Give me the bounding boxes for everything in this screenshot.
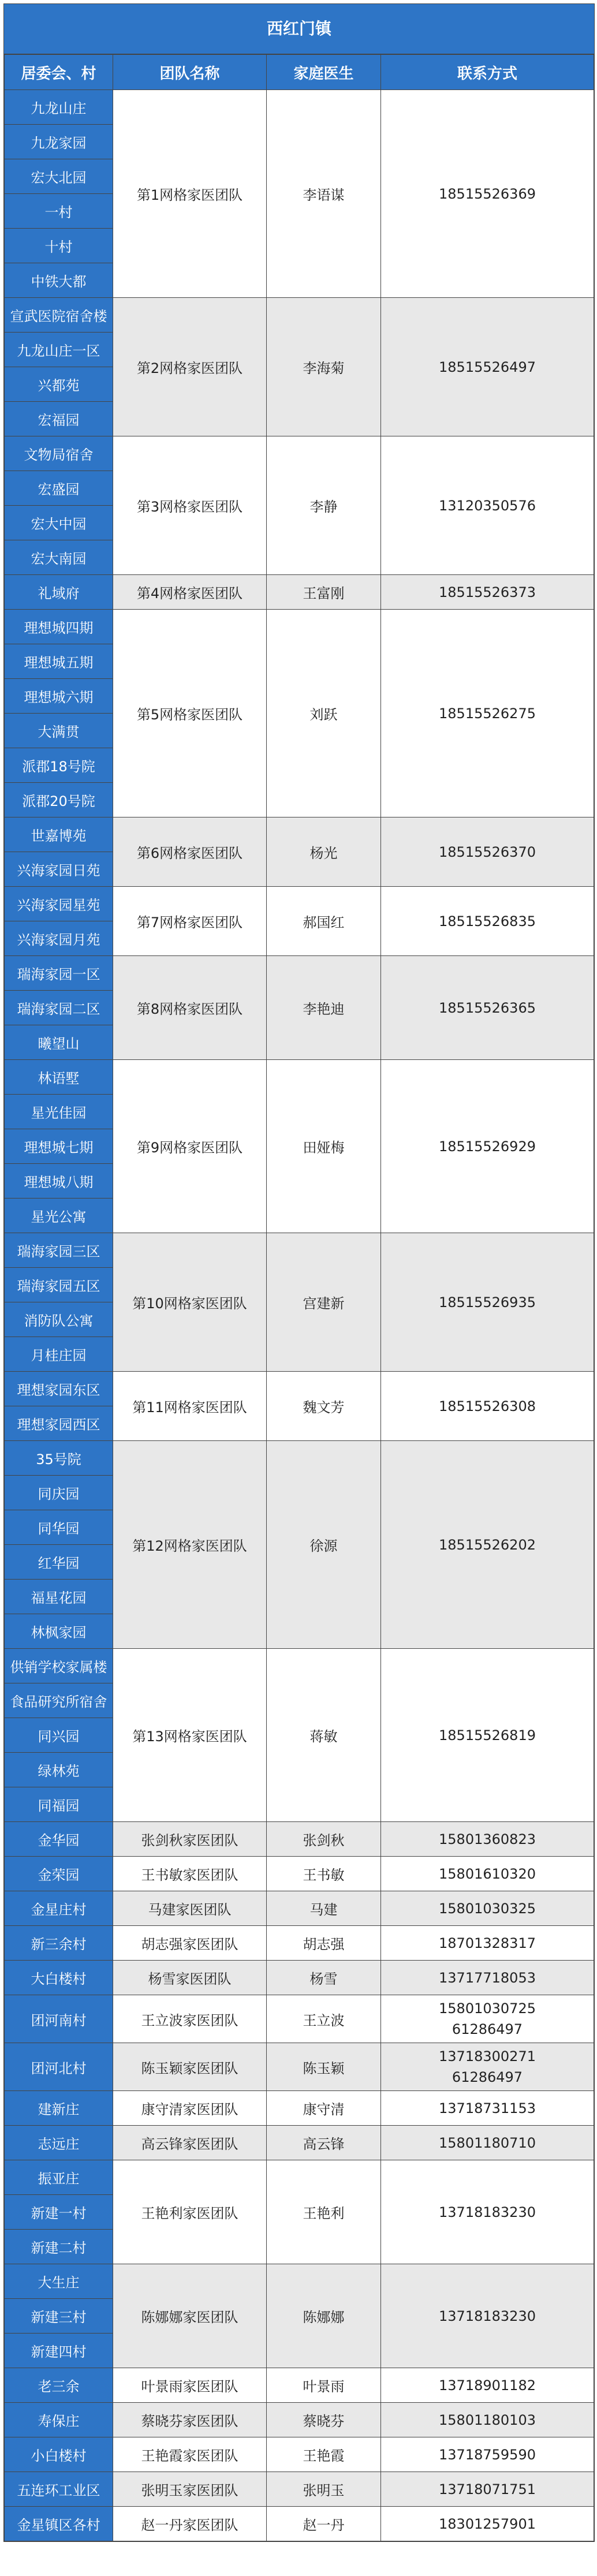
residence-cell: 礼域府: [5, 575, 113, 610]
team-name-cell: 王艳利家医团队: [113, 2160, 267, 2264]
residence-cell: 瑞海家园三区: [5, 1233, 113, 1268]
residence-cell: 小白楼村: [5, 2437, 113, 2472]
residence-cell: 文物局宿舍: [5, 436, 113, 471]
team-name-cell: 张剑秋家医团队: [113, 1822, 267, 1857]
team-name-cell: 王立波家医团队: [113, 1995, 267, 2043]
doctor-name-cell: 张剑秋: [267, 1822, 381, 1857]
team-name-cell: 第11网格家医团队: [113, 1372, 267, 1441]
doctor-name-cell: 李静: [267, 436, 381, 575]
residence-cell: 九龙家园: [5, 125, 113, 159]
residence-cell: 老三余: [5, 2368, 113, 2403]
residence-cell: 一村: [5, 194, 113, 229]
phone-cell: [381, 2160, 594, 2264]
phone-number: 13717718053: [439, 1969, 536, 1986]
residence-cell: 团河北村: [5, 2043, 113, 2091]
table-row: [5, 956, 594, 991]
phone-number: 18515526202: [439, 1536, 536, 1553]
team-name-cell: 杨雪家医团队: [113, 1961, 267, 1995]
team-name-cell: 第3网格家医团队: [113, 436, 267, 575]
residence-cell: 派郡18号院: [5, 748, 113, 783]
residence-cell: 志远庄: [5, 2126, 113, 2160]
residence-cell: 消防队公寓: [5, 1302, 113, 1337]
doctor-name-cell: 叶景雨: [267, 2368, 381, 2403]
residence-cell: 同庆园: [5, 1476, 113, 1510]
phone-number: 15801180103: [439, 2411, 536, 2428]
phone-number: 15801610320: [439, 1865, 536, 1882]
residence-cell: 派郡20号院: [5, 783, 113, 817]
table-row: [5, 887, 594, 921]
team-name-cell: 赵一丹家医团队: [113, 2507, 267, 2541]
residence-cell: 曦望山: [5, 1025, 113, 1060]
doctor-name-cell: 王立波: [267, 1995, 381, 2043]
residence-cell: 宏大中园: [5, 506, 113, 540]
doctor-name-cell: 马建: [267, 1891, 381, 1926]
phone-number: 13718300271: [439, 2048, 536, 2064]
residence-cell: 新建二村: [5, 2230, 113, 2264]
residence-cell: 金华园: [5, 1822, 113, 1857]
doctor-table: [4, 54, 594, 2541]
phone-cell: [381, 1961, 594, 1995]
phone-cell: [381, 1372, 594, 1441]
doctor-name-cell: 李艳迪: [267, 956, 381, 1060]
residence-cell: 大白楼村: [5, 1961, 113, 1995]
residence-cell: 林枫家园: [5, 1614, 113, 1649]
doctor-name-cell: 刘跃: [267, 610, 381, 817]
residence-cell: 理想家园西区: [5, 1406, 113, 1441]
doctor-name-cell: 陈玉颖: [267, 2043, 381, 2091]
table-row: [5, 1233, 594, 1268]
phone-cell: [381, 1995, 594, 2043]
residence-cell: 新建一村: [5, 2195, 113, 2230]
residence-cell: 宣武医院宿舍楼: [5, 298, 113, 333]
phone-number: 18515526819: [439, 1727, 536, 1744]
phone-number: 13718731153: [439, 2100, 536, 2116]
team-name-cell: 康守清家医团队: [113, 2091, 267, 2126]
team-name-cell: 第13网格家医团队: [113, 1649, 267, 1822]
header-doctor: 家庭医生: [267, 55, 381, 90]
phone-cell: [381, 2126, 594, 2160]
doctor-table-container: [3, 3, 595, 2542]
phone-number: 13718071751: [439, 2481, 536, 2497]
residence-cell: 星光佳园: [5, 1095, 113, 1129]
team-name-cell: 第4网格家医团队: [113, 575, 267, 610]
residence-cell: 同华园: [5, 1510, 113, 1545]
doctor-name-cell: 郝国红: [267, 887, 381, 956]
phone-number: 18301257901: [439, 2515, 536, 2532]
residence-cell: 建新庄: [5, 2091, 113, 2126]
doctor-name-cell: 王书敏: [267, 1857, 381, 1891]
phone-cell: [381, 1649, 594, 1822]
table-row: [5, 298, 594, 333]
table-row: [5, 90, 594, 125]
phone-number: 18515526935: [439, 1294, 536, 1311]
doctor-name-cell: 宫建新: [267, 1233, 381, 1372]
header-contact: 联系方式: [381, 55, 594, 90]
phone-cell: [381, 2403, 594, 2437]
phone-number: 18515526365: [439, 999, 536, 1016]
team-name-cell: 王艳霞家医团队: [113, 2437, 267, 2472]
residence-cell: 理想城五期: [5, 644, 113, 679]
phone-cell: [381, 298, 594, 436]
residence-cell: 金荣园: [5, 1857, 113, 1891]
phone-number: 15801030725: [439, 2000, 536, 2017]
residence-cell: 宏大南园: [5, 540, 113, 575]
phone-cell: [381, 2091, 594, 2126]
doctor-name-cell: 田娅梅: [267, 1060, 381, 1233]
residence-cell: 十村: [5, 229, 113, 263]
team-name-cell: 第8网格家医团队: [113, 956, 267, 1060]
residence-cell: 绿林苑: [5, 1753, 113, 1787]
phone-cell: [381, 1926, 594, 1961]
doctor-name-cell: 高云锋: [267, 2126, 381, 2160]
table-row: [5, 2437, 594, 2472]
team-name-cell: 第10网格家医团队: [113, 1233, 267, 1372]
phone-cell: [381, 1891, 594, 1926]
phone-cell: [381, 2472, 594, 2507]
team-name-cell: 第5网格家医团队: [113, 610, 267, 817]
residence-cell: 理想城八期: [5, 1164, 113, 1199]
residence-cell: 瑞海家园一区: [5, 956, 113, 991]
residence-cell: 35号院: [5, 1441, 113, 1476]
team-name-cell: 高云锋家医团队: [113, 2126, 267, 2160]
phone-number: 18515526835: [439, 913, 536, 929]
phone-cell: [381, 610, 594, 817]
residence-cell: 宏盛园: [5, 471, 113, 506]
team-name-cell: 叶景雨家医团队: [113, 2368, 267, 2403]
residence-cell: 星光公寓: [5, 1199, 113, 1233]
table-row: [5, 2126, 594, 2160]
phone-cell: [381, 817, 594, 887]
phone-cell: [381, 2437, 594, 2472]
phone-cell: [381, 436, 594, 575]
team-name-cell: 第6网格家医团队: [113, 817, 267, 887]
residence-cell: 九龙山庄: [5, 90, 113, 125]
residence-cell: 金星镇区各村: [5, 2507, 113, 2541]
phone-number: 18515526497: [439, 359, 536, 375]
phone-number: 18701328317: [439, 1935, 536, 1951]
doctor-name-cell: 李海菊: [267, 298, 381, 436]
phone-cell: [381, 887, 594, 956]
phone-cell: [381, 1441, 594, 1649]
doctor-name-cell: 张明玉: [267, 2472, 381, 2507]
residence-cell: 瑞海家园二区: [5, 991, 113, 1025]
table-row: [5, 1995, 594, 2043]
doctor-name-cell: 赵一丹: [267, 2507, 381, 2541]
residence-cell: 九龙山庄一区: [5, 333, 113, 367]
phone-cell: [381, 2043, 594, 2091]
doctor-name-cell: 魏文芳: [267, 1372, 381, 1441]
team-name-cell: 陈玉颖家医团队: [113, 2043, 267, 2091]
table-row: [5, 2264, 594, 2299]
phone-cell: [381, 2368, 594, 2403]
doctor-name-cell: 杨雪: [267, 1961, 381, 1995]
header-row: [5, 55, 594, 90]
phone-number: 13718759590: [439, 2446, 536, 2463]
residence-cell: 兴海家园星苑: [5, 887, 113, 921]
phone-number: 18515526369: [439, 185, 536, 202]
residence-cell: 新建四村: [5, 2334, 113, 2368]
residence-cell: 新建三村: [5, 2299, 113, 2334]
residence-cell: 中铁大都: [5, 263, 113, 298]
team-name-cell: 王书敏家医团队: [113, 1857, 267, 1891]
residence-cell: 食品研究所宿舍: [5, 1683, 113, 1718]
doctor-name-cell: 王艳霞: [267, 2437, 381, 2472]
residence-cell: 红华园: [5, 1545, 113, 1580]
table-body: [5, 90, 594, 2541]
doctor-name-cell: 李语谋: [267, 90, 381, 298]
phone-cell: [381, 956, 594, 1060]
phone-number: 15801030325: [439, 1900, 536, 1917]
team-name-cell: 第1网格家医团队: [113, 90, 267, 298]
table-row: [5, 1372, 594, 1406]
table-row: [5, 2507, 594, 2541]
doctor-name-cell: 蒋敏: [267, 1649, 381, 1822]
header-residence: 居委会、村: [5, 55, 113, 90]
residence-cell: 兴海家园日苑: [5, 852, 113, 887]
team-name-cell: 第9网格家医团队: [113, 1060, 267, 1233]
phone-cell: [381, 1857, 594, 1891]
doctor-name-cell: 王富刚: [267, 575, 381, 610]
phone-number: 61286497: [452, 2069, 523, 2085]
residence-cell: 理想家园东区: [5, 1372, 113, 1406]
residence-cell: 新三余村: [5, 1926, 113, 1961]
residence-cell: 月桂庄园: [5, 1337, 113, 1372]
table-row: [5, 1961, 594, 1995]
residence-cell: 宏大北园: [5, 159, 113, 194]
residence-cell: 理想城四期: [5, 610, 113, 644]
phone-number: 18515526275: [439, 705, 536, 722]
phone-cell: [381, 575, 594, 610]
phone-number: 15801360823: [439, 1831, 536, 1847]
residence-cell: 福星花园: [5, 1580, 113, 1614]
residence-cell: 金星庄村: [5, 1891, 113, 1926]
phone-cell: [381, 2507, 594, 2541]
table-row: [5, 2091, 594, 2126]
phone-cell: [381, 1060, 594, 1233]
doctor-name-cell: 胡志强: [267, 1926, 381, 1961]
doctor-name-cell: 蔡晓芬: [267, 2403, 381, 2437]
team-name-cell: 第12网格家医团队: [113, 1441, 267, 1649]
table-row: [5, 436, 594, 471]
phone-cell: [381, 2264, 594, 2368]
table-row: [5, 1857, 594, 1891]
team-name-cell: 胡志强家医团队: [113, 1926, 267, 1961]
phone-cell: [381, 1822, 594, 1857]
team-name-cell: 张明玉家医团队: [113, 2472, 267, 2507]
phone-number: 18515526373: [439, 584, 536, 600]
team-name-cell: 马建家医团队: [113, 1891, 267, 1926]
table-row: [5, 1060, 594, 1095]
team-name-cell: 第7网格家医团队: [113, 887, 267, 956]
residence-cell: 五连环工业区: [5, 2472, 113, 2507]
phone-number: 18515526370: [439, 843, 536, 860]
residence-cell: 理想城六期: [5, 679, 113, 714]
table-row: [5, 1649, 594, 1683]
doctor-name-cell: 康守清: [267, 2091, 381, 2126]
residence-cell: 寿保庄: [5, 2403, 113, 2437]
table-row: [5, 1822, 594, 1857]
table-row: [5, 1441, 594, 1476]
residence-cell: 兴海家园月苑: [5, 921, 113, 956]
phone-number: 13718183230: [439, 2308, 536, 2324]
residence-cell: 大满贯: [5, 714, 113, 748]
table-row: [5, 1891, 594, 1926]
residence-cell: 供销学校家属楼: [5, 1649, 113, 1683]
team-name-cell: 陈娜娜家医团队: [113, 2264, 267, 2368]
residence-cell: 世嘉博苑: [5, 817, 113, 852]
phone-number: 18515526929: [439, 1138, 536, 1155]
table-row: [5, 2160, 594, 2195]
team-name-cell: 蔡晓芬家医团队: [113, 2403, 267, 2437]
table-row: [5, 1926, 594, 1961]
residence-cell: 大生庄: [5, 2264, 113, 2299]
phone-number: 13718901182: [439, 2377, 536, 2394]
doctor-name-cell: 徐源: [267, 1441, 381, 1649]
doctor-name-cell: 杨光: [267, 817, 381, 887]
phone-number: 61286497: [452, 2021, 523, 2037]
table-row: [5, 2403, 594, 2437]
header-team: 团队名称: [113, 55, 267, 90]
table-row: [5, 610, 594, 644]
residence-cell: 同兴园: [5, 1718, 113, 1753]
residence-cell: 团河南村: [5, 1995, 113, 2043]
phone-cell: [381, 1233, 594, 1372]
phone-number: 13120350576: [439, 497, 536, 514]
phone-number: 18515526308: [439, 1398, 536, 1414]
table-row: [5, 2043, 594, 2091]
doctor-name-cell: 王艳利: [267, 2160, 381, 2264]
residence-cell: 兴都苑: [5, 367, 113, 402]
table-title: 西红门镇: [4, 4, 594, 54]
table-row: [5, 817, 594, 852]
phone-number: 13718183230: [439, 2204, 536, 2220]
phone-number: 15801180710: [439, 2134, 536, 2151]
residence-cell: 宏福园: [5, 402, 113, 436]
table-row: [5, 575, 594, 610]
residence-cell: 同福园: [5, 1787, 113, 1822]
residence-cell: 瑞海家园五区: [5, 1268, 113, 1302]
table-row: [5, 2472, 594, 2507]
team-name-cell: 第2网格家医团队: [113, 298, 267, 436]
residence-cell: 理想城七期: [5, 1129, 113, 1164]
residence-cell: 林语墅: [5, 1060, 113, 1095]
residence-cell: 振亚庄: [5, 2160, 113, 2195]
table-row: [5, 2368, 594, 2403]
doctor-name-cell: 陈娜娜: [267, 2264, 381, 2368]
phone-cell: [381, 90, 594, 298]
